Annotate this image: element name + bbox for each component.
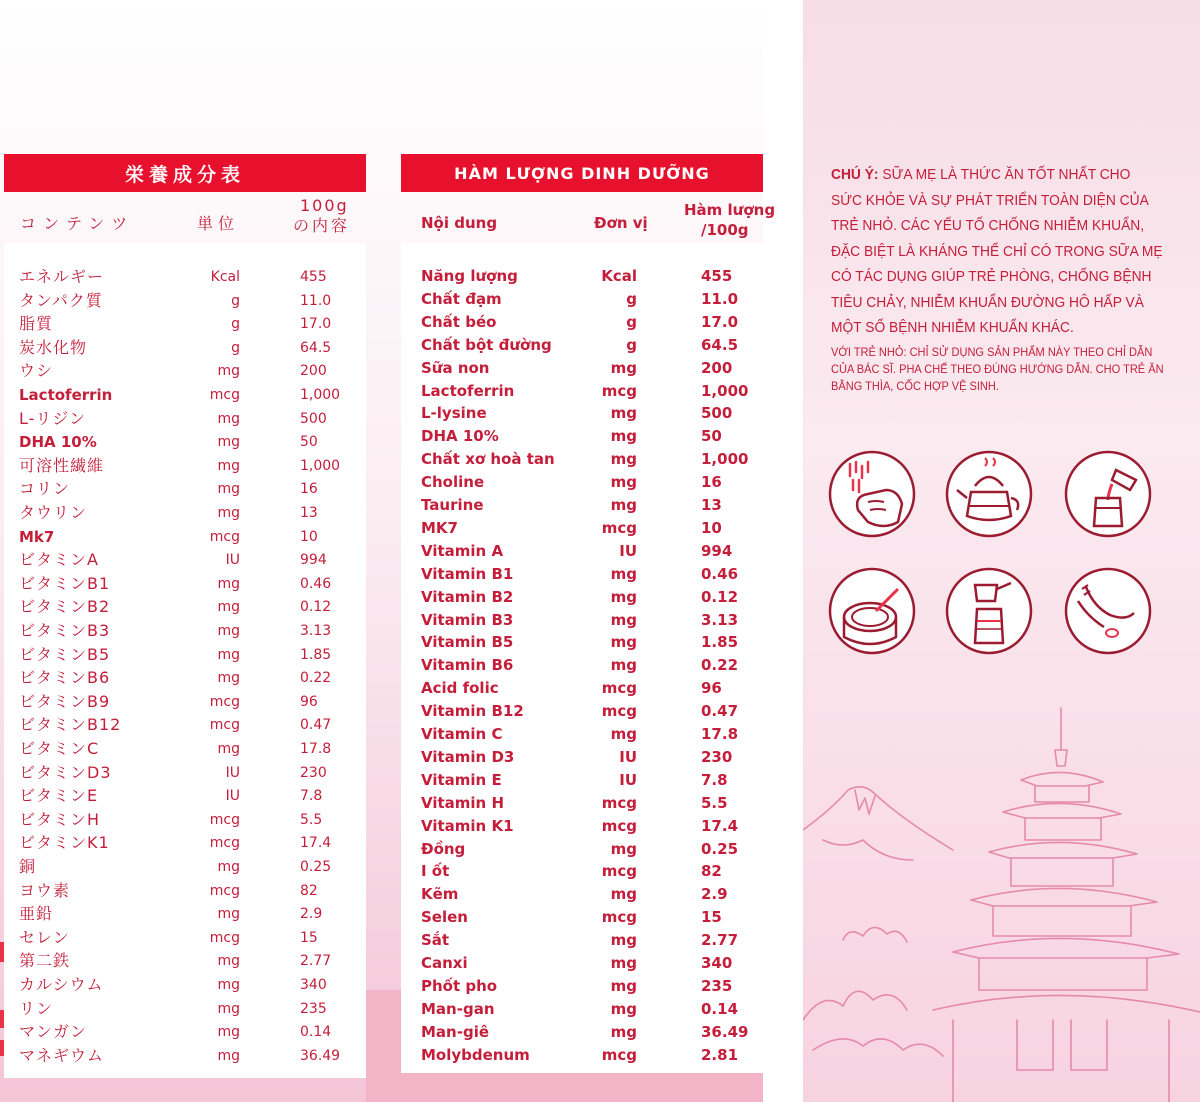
row-value: 500 [300,410,327,427]
kettle-icon [945,450,1033,538]
row-value: 36.49 [701,1022,749,1041]
row-value: 5.5 [300,811,323,828]
row-value: 1,000 [701,381,749,400]
notice-main [831,162,1164,341]
vn-col-name: Nội dung [421,214,498,232]
row-unit: mg [217,741,240,757]
row-unit: mcg [601,518,637,537]
table-row [401,380,763,402]
row-value: 13 [300,505,318,521]
table-row [4,1021,366,1043]
table-row [4,809,366,831]
jp-col-name: コンテンツ [20,214,135,233]
row-unit: mg [217,646,240,663]
table-row [401,334,763,356]
row-value: 16 [300,481,318,498]
row-name: Vitamin B2 [421,587,514,606]
table-row [4,832,366,854]
row-value: 17.8 [300,741,332,757]
row-value: 10 [300,528,318,545]
row-value: 200 [300,363,327,380]
row-unit: g [231,292,240,309]
table-row [401,769,763,791]
row-value: 5.5 [701,793,728,812]
row-value: 340 [701,954,733,972]
table-row [401,860,763,882]
row-value: 0.46 [300,575,332,592]
table-row [4,455,366,477]
row-value: 1,000 [300,457,341,474]
table-row [4,714,366,736]
row-name: DHA 10% [19,433,97,452]
row-unit: mcg [209,528,240,545]
row-value: 7.8 [701,770,728,789]
row-value: 0.22 [300,670,332,687]
row-unit: IU [225,788,240,805]
row-unit: mcg [601,908,637,927]
row-name: Vitamin E [421,770,502,789]
row-name: Vitamin C [421,725,503,743]
row-unit: mcg [209,882,240,899]
row-name: Lactoferrin [19,386,113,404]
row-value: 17.4 [701,816,739,835]
row-unit: mg [610,999,637,1018]
row-name: Chất béo [421,312,497,331]
table-row [401,654,763,676]
row-name: MK7 [421,518,458,537]
row-unit: mcg [209,835,240,852]
row-name: ビタミンB6 [19,668,111,688]
table-row [4,1045,366,1067]
row-value: 500 [701,404,733,423]
notice-sub: VỚI TRẺ NHỎ: CHỈ SỬ DỤNG SẢN PHẨM NÀY THEO CHỈ DẪN CỦA BÁC SĨ. PHA CHẾ THEO ĐÚNG HƯỚNG DẪN. CHO TRẺ ĂN BẰNG THÌA, CỐC HỢP VỆ SINH. [831,344,1164,393]
row-name: ビタミンB3 [19,621,111,640]
row-value: 0.22 [701,656,739,675]
row-value: 96 [701,679,722,698]
table-row [401,311,763,333]
row-name: Sắt [421,931,450,950]
row-value: 235 [701,976,733,995]
row-value: 3.13 [701,610,739,629]
table-row [4,998,366,1020]
row-value: 0.47 [300,717,332,734]
table-row [4,950,366,972]
table-row [401,609,763,631]
table-row [4,620,366,642]
table-row [401,563,763,585]
row-unit: mg [610,931,637,950]
row-unit: mg [217,575,240,592]
row-name: Acid folic [421,679,499,698]
gap-strip [763,0,803,1102]
table-row [401,838,763,860]
row-unit: IU [619,770,637,789]
row-value: 2.9 [300,906,323,923]
table-row [4,360,366,382]
table-row [4,785,366,807]
table-row [4,384,366,406]
table-row [401,517,763,539]
row-name: セレン [19,927,70,947]
table-row [4,526,366,548]
notice-block [831,162,1164,395]
row-name: Đồng [421,839,466,858]
row-unit: IU [619,541,637,560]
row-unit: mg [610,656,637,675]
table-row [401,998,763,1020]
row-value: 455 [701,267,733,285]
table-row [4,596,366,618]
row-value: 82 [701,862,722,881]
row-value: 455 [300,269,327,285]
row-value: 1,000 [701,450,749,469]
row-value: 2.77 [300,953,332,970]
row-unit: mg [217,1024,240,1041]
row-unit: mg [217,670,240,687]
table-row [401,906,763,928]
row-unit: mg [610,633,637,652]
row-unit: mcg [601,816,637,835]
row-name: ビタミンB9 [19,691,111,711]
table-row [4,573,366,595]
shake-bottle-icon [1064,567,1152,655]
row-value: 0.12 [701,587,739,606]
table-row [4,478,366,500]
table-row [401,448,763,470]
measure-scoop-icon [945,567,1033,655]
row-value: 2.9 [701,885,728,904]
row-name: 第二鉄 [19,951,71,971]
row-value: 0.14 [300,1024,332,1041]
row-unit: mg [610,954,637,972]
table-row [4,644,366,666]
row-unit: mg [217,481,240,498]
row-unit: mg [217,434,240,451]
row-unit: mcg [209,717,240,734]
row-name: マネギウム [19,1045,104,1065]
row-value: 994 [300,552,327,569]
row-unit: mg [217,953,240,970]
table-row [4,549,366,571]
row-name: ビタミンA [19,550,99,570]
jp-col-unit: 単位 [197,214,240,233]
row-name: ビタミンE [19,786,99,806]
pour-water-icon [1064,450,1152,538]
table-row [401,471,763,493]
row-unit: Kcal [210,269,240,285]
table-row [4,856,366,878]
table-row [401,288,763,310]
row-name: 可溶性繊維 [19,455,105,475]
row-name: エネルギー [19,267,105,286]
table-row [401,746,763,768]
table-row [401,1044,763,1066]
row-name: タウリン [19,503,88,522]
row-unit: g [231,316,240,333]
row-value: 0.14 [701,999,739,1018]
row-name: ビタミンB12 [19,715,122,735]
row-value: 7.8 [300,788,323,805]
row-unit: mg [217,977,240,993]
row-value: 13 [701,496,722,514]
row-name: Vitamin D3 [421,747,515,766]
row-name: Vitamin A [421,541,504,560]
table-row [401,631,763,653]
row-value: 10 [701,518,722,537]
row-unit: IU [225,764,240,781]
row-value: 1.85 [300,646,332,663]
row-name: Phốt pho [421,976,498,995]
row-name: Choline [421,473,485,492]
row-value: 17.8 [701,725,739,743]
row-name: 亜鉛 [19,904,54,924]
row-value: 17.0 [300,316,332,333]
row-unit: mg [610,450,637,469]
row-unit: mcg [209,811,240,828]
table-row [401,540,763,562]
row-value: 230 [300,764,327,781]
row-name: 銅 [19,857,37,876]
row-unit: mg [610,427,637,446]
table-row [4,431,366,453]
row-unit: mg [610,473,637,492]
jp-col-amount-sub: の内容 [293,216,351,235]
table-row [4,903,366,925]
vn-col-amount-sub: /100g [701,221,749,239]
row-name: Vitamin B6 [421,656,514,675]
table-row [401,402,763,424]
row-unit: mg [217,410,240,427]
table-row [401,1021,763,1043]
row-value: 0.25 [701,839,739,858]
jp-table-header: 栄養成分表 [4,154,366,192]
row-name: リン [19,998,54,1018]
row-name: マンガン [19,1022,88,1042]
row-name: Lactoferrin [421,381,515,400]
row-unit: mg [217,457,240,474]
row-unit: mg [610,564,637,583]
row-unit: mg [217,623,240,639]
row-name: Vitamin K1 [421,816,514,835]
row-value: 15 [701,908,722,927]
row-name: Chất bột đường [421,335,552,354]
row-unit: mg [217,599,240,616]
row-value: 0.46 [701,564,739,583]
scoop-powder-icon [828,567,916,655]
row-unit: g [626,289,637,308]
row-value: 230 [701,747,733,766]
row-value: 0.47 [701,702,739,721]
table-row [401,357,763,379]
row-value: 36.49 [300,1047,341,1064]
row-name: Năng lượng [421,267,518,285]
table-row [401,975,763,997]
row-value: 3.13 [300,623,332,639]
row-name: 炭水化物 [19,337,88,357]
table-row [4,290,366,312]
row-unit: mcg [601,679,637,698]
vn-table-header: HÀM LƯỢNG DINH DƯỠNG [401,154,763,192]
row-name: DHA 10% [421,427,499,446]
hand-washing-icon [828,450,916,538]
row-name: ビタミンH [19,809,101,829]
row-name: L-lysine [421,404,487,423]
pagoda-mountain-illustration [803,690,1200,1102]
notice-lead: CHÚ Ý: [831,166,879,183]
row-value: 2.81 [701,1045,739,1064]
row-unit: mg [217,1047,240,1064]
row-name: Vitamin H [421,793,505,812]
row-unit: mcg [209,929,240,946]
row-unit: g [626,335,637,354]
row-name: ビタミンK1 [19,833,110,853]
row-name: Chất xơ hoà tan [421,450,555,469]
row-unit: g [231,339,240,356]
row-unit: mg [610,358,637,377]
table-row [4,266,366,288]
row-value: 50 [300,434,318,451]
row-value: 64.5 [300,339,332,356]
table-row [4,974,366,996]
row-unit: mcg [601,1045,637,1064]
row-unit: IU [225,552,240,569]
row-name: ビタミンB1 [19,573,111,593]
row-unit: mg [610,1022,637,1041]
row-unit: Kcal [601,267,637,285]
row-unit: mg [610,839,637,858]
row-value: 0.25 [300,859,332,875]
notice-text: SỮA MẸ LÀ THỨC ĂN TỐT NHẤT CHO SỨC KHỎE VÀ SỰ PHÁT TRIỂN TOÀN DIỆN CỦA TRẺ NHỎ. CÁC YẾU TỐ CHỐNG NHIỄM KHUẨN, ĐẶC BIỆT LÀ KHÁNG THỂ CHỈ CÓ TRONG SỮA MẸ CÓ TÁC DỤNG GIÚP TRẺ PHÒNG, CHỐNG BỆNH TIÊU CHẢY, NHIỄM KHUẨN ĐƯỜNG HÔ HẤP VÀ MỘT SỐ BỆNH NHIỄM KHUẨN KHÁC. [831,166,1163,336]
row-name: カルシウム [19,975,104,994]
row-unit: mg [610,496,637,514]
row-unit: mg [610,610,637,629]
row-value: 16 [701,473,722,492]
row-unit: mg [610,725,637,743]
row-name: I ốt [421,862,450,881]
row-name: Selen [421,908,468,927]
row-name: Man-gan [421,999,495,1018]
table-row [401,883,763,905]
table-row [401,700,763,722]
row-name: ヨウ素 [19,880,71,900]
row-name: Vitamin B3 [421,610,514,629]
row-value: 235 [300,1000,327,1017]
row-name: Taurine [421,496,484,514]
row-name: コリン [19,479,71,499]
row-name: Man-giê [421,1022,490,1041]
vn-col-amount: Hàm lượng [684,201,776,219]
table-row [401,677,763,699]
row-name: ビタミンB2 [19,597,111,617]
row-unit: mg [217,363,240,380]
row-name: Sữa non [421,358,490,377]
vn-col-unit: Đơn vị [594,214,648,232]
row-unit: mcg [209,693,240,710]
row-value: 1,000 [300,387,341,403]
row-unit: g [626,312,637,331]
table-row [4,738,366,760]
row-name: Kẽm [421,885,459,904]
row-value: 50 [701,427,722,446]
row-unit: mg [217,859,240,875]
row-value: 200 [701,358,733,377]
row-name: Molybdenum [421,1045,530,1064]
row-unit: mg [610,404,637,423]
row-unit: mg [610,885,637,904]
table-row [401,586,763,608]
table-row [401,815,763,837]
row-unit: mcg [601,793,637,812]
row-value: 64.5 [701,335,739,354]
row-value: 96 [300,693,318,710]
row-unit: IU [619,747,637,766]
jp-col-amount: 100g [300,196,349,215]
row-name: タンパク質 [19,290,103,310]
table-row [401,723,763,745]
table-row [401,265,763,287]
row-unit: mcg [601,862,637,881]
row-name: Vitamin B1 [421,564,514,583]
row-value: 2.77 [701,931,739,950]
table-row [4,762,366,784]
row-name: 脂質 [19,314,54,334]
table-row [4,337,366,359]
row-value: 11.0 [701,289,739,308]
row-name: ビタミンB5 [19,644,111,664]
row-name: ウシ [19,361,54,381]
row-name: Canxi [421,954,468,972]
row-name: Mk7 [19,527,55,546]
row-unit: mg [217,906,240,923]
row-value: 17.4 [300,835,332,852]
row-unit: mg [610,587,637,606]
table-row [4,502,366,524]
row-value: 17.0 [701,312,739,331]
table-row [4,927,366,949]
row-name: L-リジン [19,408,87,428]
row-value: 994 [701,541,733,560]
row-name: Vitamin B12 [421,702,524,721]
row-value: 0.12 [300,599,332,616]
table-row [4,313,366,335]
table-row [401,952,763,974]
row-value: 82 [300,882,318,899]
table-row [401,929,763,951]
row-name: Chất đạm [421,289,502,308]
table-row [4,667,366,689]
row-unit: mg [217,505,240,521]
row-value: 1.85 [701,633,739,652]
table-row [4,408,366,430]
row-unit: mg [610,976,637,995]
row-unit: mcg [601,381,637,400]
table-row [401,425,763,447]
row-name: ビタミンC [19,739,100,758]
table-row [401,494,763,516]
row-value: 11.0 [300,292,332,309]
row-unit: mg [217,1000,240,1017]
row-unit: mcg [209,387,240,403]
row-name: Vitamin B5 [421,633,514,652]
row-value: 15 [300,929,318,946]
row-value: 340 [300,977,327,993]
row-unit: mcg [601,702,637,721]
table-row [401,792,763,814]
row-name: ビタミンD3 [19,762,112,782]
table-row [4,691,366,713]
table-row [4,880,366,902]
